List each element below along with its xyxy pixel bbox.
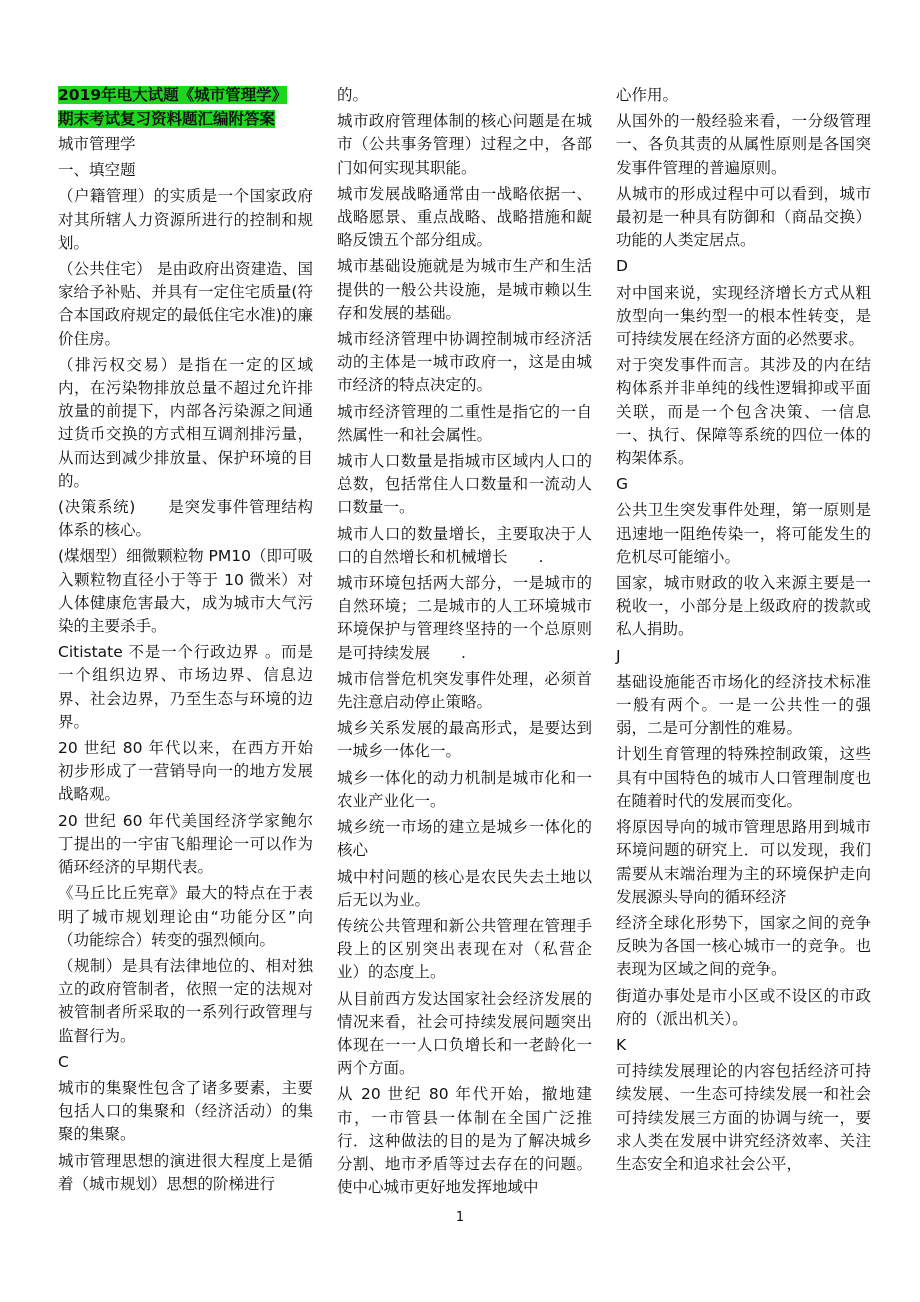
paragraph: 20 世纪 80 年代以来，在西方开始初步形成了一营销导向一的地方发展战略观。 bbox=[58, 739, 313, 804]
paragraph: （排污权交易）是指在一定的区域内，在污染物排放总量不超过允许排放量的前提下，内部各污染源之间通过货币交换的方式相互调剂排污量，从而达到减少排放量、保护环境的目的。 bbox=[58, 355, 313, 490]
paragraph: 对于突发事件而言。其涉及的内在结构体系并非单纯的线性逻辑抑或平面关联，而是一个包含决策、一信息一、执行、保障等系统的四位一体的构架体系。 bbox=[616, 356, 871, 468]
paragraph: 将原因导向的城市管理思路用到城市环境问题的研究上．可以发现，我们需要从末端治理为主的环境保护走向发展源头导向的循环经济 bbox=[616, 818, 871, 906]
paragraph: （公共住宅） 是由政府出资建造、国家给予补贴、并具有一定住宅质量(符合本国政府规定的最低住宅水准)的廉价住房。 bbox=[58, 260, 313, 348]
paragraph: (决策系统) 是突发事件管理结构体系的核心。 bbox=[58, 498, 313, 540]
paragraph: 从城市的形成过程中可以看到，城市最初是一种具有防御和（商品交换）功能的人类定居点。 bbox=[616, 184, 871, 250]
paragraph: C bbox=[58, 1052, 69, 1071]
paragraph: 城市经济管理的二重性是指它的一自然属性一和社会属性。 bbox=[337, 402, 592, 444]
paragraph: 城乡统一市场的建立是城乡一体化的核心 bbox=[337, 818, 592, 860]
paragraph: 对中国来说，实现经济增长方式从粗放型向一集约型一的根本性转变，是可持续发展在经济方面的必然要求。 bbox=[616, 283, 871, 349]
paragraph: 城市人口数量是指城市区域内人口的总数，包括常住人口数量和一流动人口数量一。 bbox=[337, 452, 592, 517]
title-line-2: 期末考试复习资料题汇编附答案 bbox=[58, 109, 276, 128]
paragraph: 一、填空题 bbox=[58, 161, 136, 180]
paragraph: 从 20 世纪 80 年代开始，撤地建市，一市管县一体制在全国广泛推行．这种做法的目的是为了解决城乡分割、地市矛盾等过去存在的问题。使中心城市更好地发挥地域中 bbox=[337, 1085, 592, 1197]
paragraph: K bbox=[616, 1035, 627, 1054]
paragraph: G bbox=[616, 475, 629, 494]
paragraph: 从目前西方发达国家社会经济发展的情况来看，社会可持续发展问题突出体现在一一人口负增长和一老龄化一两个方面。 bbox=[337, 989, 592, 1078]
paragraph: （户籍管理）的实质是一个国家政府对其所辖人力资源所进行的控制和规划。 bbox=[58, 187, 313, 252]
paragraph: 城市环境包括两大部分，一是城市的自然环境；二是城市的人工环境城市环境保护与管理终坚持的一个总原则是可持续发展 . bbox=[337, 574, 592, 662]
paragraph: 城市经济管理中协调控制城市经济活动的主体是一城市政府一，这是由城市经济的特点决定的。 bbox=[337, 330, 592, 395]
paragraph: 20 世纪 60 年代美国经济学家鲍尔丁提出的一宇宙飞船理论一可以作为循环经济的早期代表。 bbox=[58, 811, 313, 877]
paragraph: 可持续发展理论的内容包括经济可持续发展、一生态可持续发展一和社会可持续发展三方面的协调与统一，要求人类在发展中讲究经济效率、关注生态安全和追求社会公平， bbox=[616, 1062, 871, 1173]
paragraph: 传统公共管理和新公共管理在管理手段上的区别突出表现在对（私营企业）的态度上。 bbox=[337, 916, 592, 982]
paragraph: 街道办事处是市小区或不设区的市政府的（派出机关）。 bbox=[616, 986, 871, 1028]
paragraph: 城乡关系发展的最高形式，是要达到一城乡一体化一。 bbox=[337, 719, 592, 761]
paragraph: 城中村问题的核心是农民失去土地以后无以为业。 bbox=[337, 867, 592, 909]
paragraph: 国家，城市财政的收入来源主要是一税收一，小部分是上级政府的拨款或私人捐助。 bbox=[616, 574, 871, 639]
column-2 bbox=[337, 84, 592, 1202]
paragraph: D bbox=[616, 257, 628, 276]
document-title bbox=[58, 84, 313, 131]
paragraph: Citistate 不是一个行政边界 。而是一个组织边界、市场边界、信息边界、社会边界，乃至生态与环境的边界。 bbox=[58, 643, 313, 731]
paragraph: 城市信誉危机突发事件处理，必须首先注意启动停止策略。 bbox=[337, 669, 592, 712]
column-1 bbox=[58, 84, 313, 1199]
paragraph: 城市管理学 bbox=[58, 135, 136, 153]
paragraph: （规制）是具有法律地位的、相对独立的政府管制者，依照一定的法规对被管制者所采取的一系列行政管理与监督行为。 bbox=[58, 956, 313, 1045]
column-3 bbox=[616, 84, 871, 1179]
paragraph: 经济全球化形势下，国家之间的竞争反映为各国一核心城市一的竞争。也表现为区域之间的竞争。 bbox=[616, 913, 871, 979]
paragraph: 城市管理思想的演进很大程度上是循着（城市规划）思想的阶梯进行 bbox=[58, 1151, 313, 1193]
paragraph: 《马丘比丘宪章》最大的特点在于表明了城市规划理论由“功能分区”向（功能综合）转变的强烈倾向。 bbox=[58, 884, 313, 949]
title-line-1: 2019年电大试题《城市管理学》 bbox=[58, 86, 288, 104]
paragraph: 城市政府管理体制的核心问题是在城市（公共事务管理）过程之中，各部门如何实现其职能。 bbox=[337, 112, 592, 177]
paragraph: 计划生育管理的特殊控制政策，这些具有中国特色的城市人口管理制度也在随着时代的发展而变化。 bbox=[616, 745, 871, 810]
paragraph: 城市发展战略通常由一战略依据一、战略愿景、重点战略、战略措施和龊略反馈五个部分组成。 bbox=[337, 184, 592, 250]
paragraph: 城市的集聚性包含了诸多要素，主要包括人口的集聚和（经济活动）的集聚的集聚。 bbox=[58, 1078, 313, 1144]
paragraph: 城市基础设施就是为城市生产和生活提供的一般公共设施，是城市赖以生存和发展的基础。 bbox=[337, 257, 592, 322]
paragraph: 心作用。 bbox=[616, 86, 679, 104]
paragraph: 的。 bbox=[337, 86, 369, 104]
paragraph: J bbox=[616, 646, 621, 665]
page-number: 1 bbox=[455, 1210, 465, 1225]
paragraph: 从国外的一般经验来看，一分级管理一、各负其责的从属性原则是各国突发事件管理的普遍原则。 bbox=[616, 112, 871, 177]
paragraph: (煤烟型）细微颗粒物 PM10（即可吸入颗粒物直径小于等于 10 微米）对人体健康危害最大，成为城市大气污染的主要杀手。 bbox=[58, 547, 313, 636]
paragraph: 公共卫生突发事件处理，第一原则是迅速地一阻绝传染一，将可能发生的危机尽可能缩小。 bbox=[616, 501, 871, 566]
paragraph: 城乡一体化的动力机制是城市化和一农业产业化一。 bbox=[337, 768, 592, 810]
paragraph: 城市人口的数量增长，主要取决于人口的自然增长和机械增长 . bbox=[337, 524, 592, 566]
paragraph: 基础设施能否市场化的经济技术标准一般有两个。一是一公共性一的强弱，二是可分割性的难易。 bbox=[616, 672, 871, 738]
